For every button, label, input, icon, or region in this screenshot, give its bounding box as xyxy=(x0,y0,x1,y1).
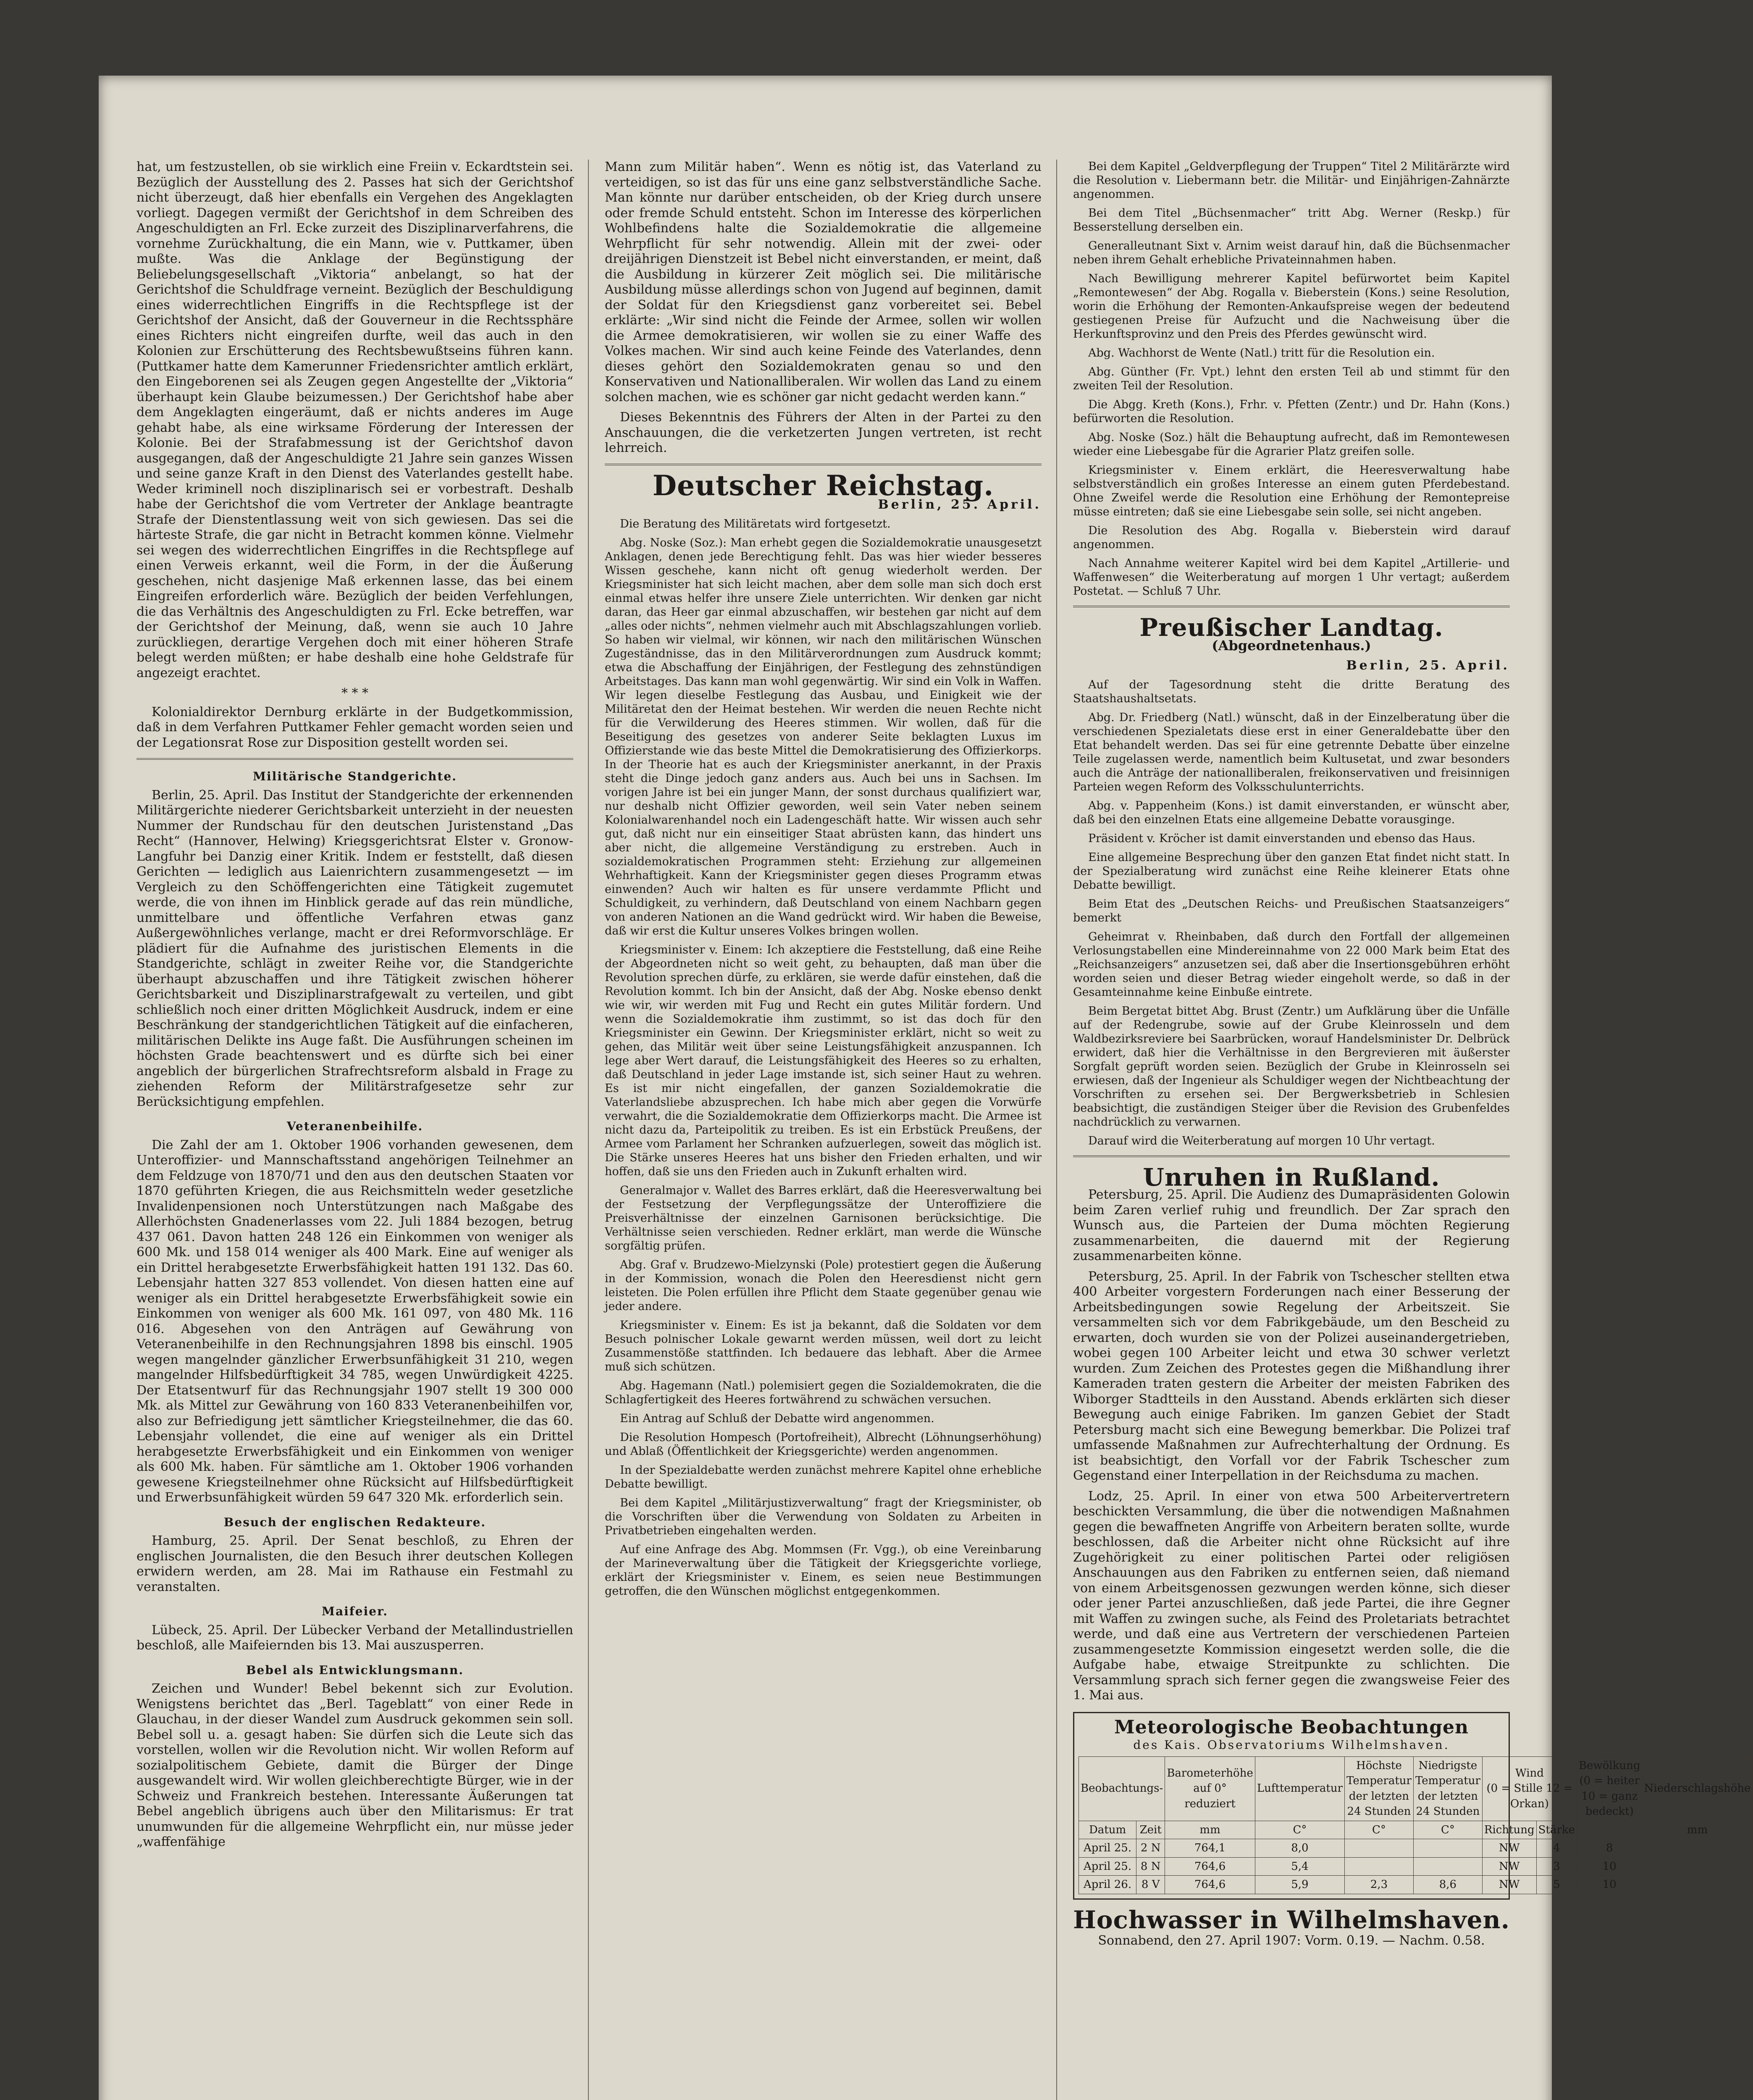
weather-subtitle: des Kais. Observatoriums Wilhelmshaven. xyxy=(1133,1738,1450,1752)
wind-scale: (0 = Stille 12 = Orkan) xyxy=(1486,1782,1573,1810)
separator: * * * xyxy=(341,686,369,701)
article-text: Auf der Tagesordnung steht die dritte Beratung des Staatshaushaltsetats. xyxy=(1073,678,1510,705)
article-text: Kriegsminister v. Einem: Ich akzeptiere die Feststellung, daß eine Reihe der Abgeordneten nicht so weit geht, zu behaupten, daß man über die Revolution sprechen dürfe, zu erklären, sie werde dafür einstehen, daß die Revolution kommt. Ich bin der Ansicht, daß der Abg. Noske ebenso denkt wie wir, wir werden mit Fug und Recht ein gutes Militär fordern. Und wenn die Sozialdemokratie ihm zustimmt, so ist das doch für den Kriegsminister ein Gewinn. Der Kriegsminister erklärt, nicht so weit zu gehen, das Militär weit über seine Leistungsfähigkeit anzuspannen. Ich lege aber Wert darauf, die Leistungsfähigkeit des Heeres so zu erhalten, daß Deutschland in jeder Lage imstande ist, sich seiner Haut zu wehren. Es ist mir nicht eingefallen, der ganzen Sozialdemokratie die Vaterlandsliebe abzusprechen. Ich habe mich aber gegen die Vorwürfe verwahrt, die die Sozialdemokratie dem Offizierkorps macht. Die Armee ist nicht dazu da, Parteipolitik zu treiben. Es ist ein Erbstück Preußens, der Armee vom Parlament her Schranken aufzuerlegen, soweit das möglich ist. Die Stärke unseres Heeres hat uns bisher den Frieden erhalten, und wir hoffen, daß sie uns den Frieden auch in Zukunft erhalten wird. xyxy=(605,943,1042,1178)
article-text: Generalmajor v. Wallet des Barres erklärt, daß die Heeresverwaltung bei der Festsetzung der Verpflegungssätze der Unteroffiziere die Preisverhältnisse der einzelnen Garnisonen berücksichtige. Die Verhältnisse seien verschieden. Redner erklärt, man werde die Wünsche sorgfältig prüfen. xyxy=(605,1184,1042,1252)
article-text: Bei dem Kapitel „Geldverpflegung der Truppen“ Titel 2 Militärärzte wird die Resolution v. Liebermann betr. die Militär- und Einjährigen-Zahnärzte angenommen. xyxy=(1073,160,1510,201)
cell-direction: NW xyxy=(1482,1839,1536,1858)
article-text: Mann zum Militär haben“. Wenn es nötig ist, das Vaterland zu verteidigen, so ist das für uns eine ganz selbstverständliche Sache. Man könnte nur darüber entscheiden, ob der Krieg durch unsere oder fremde Schuld entsteht. Schon im Interesse des körperlichen Wohlbefindens halte die Sozialdemokratie die allgemeine Wehrpflicht für sehr notwendig. Allein mit der zwei- oder dreijährigen Dienstzeit ist Bebel nicht einverstanden, er meint, daß die Ausbildung in kürzerer Zeit möglich sei. Die militärische Ausbildung müsse allerdings schon von Jugend auf beginnen, damit der Soldat für den Kriegsdienst ganz vorbereitet sei. Bebel erklärte: „Wir sind nicht die Feinde der Armee, sollen wir wollen die Armee demokratisieren, wir wollen sie zu einer Waffe des Volkes machen. Wir sind auch keine Feinde des Vaterlandes, denn dieses gehört den Sozialdemokraten genau so und den Konservativen und Nationalliberalen. Wir wollen das Land zu einem solchen machen, wie es schöner gar nicht gedacht werden kann.“ xyxy=(605,160,1042,404)
cloud-scale: (0 = heiter 10 = ganz bedeckt) xyxy=(1579,1774,1640,1818)
article-text: Abg. Hagemann (Natl.) polemisiert gegen die Sozialdemokraten, die die Schlagfertigkeit des Heeres fortwährend zu schwächen versuchen. xyxy=(605,1379,1042,1406)
divider xyxy=(605,464,1042,465)
cell-force: 4 xyxy=(1536,1839,1577,1858)
article-text: Die Zahl der am 1. Oktober 1906 vorhanden gewesenen, dem Unteroffizier- und Mannschaftsstand angehörigen Teilnehmer an dem Feldzuge von 1870/71 und den aus den deutschen Staaten vor 1870 geführten Kriegen, die aus Reichsmitteln weder gesetzliche Invalidenpensionen noch Unterstützungen nach Maßgabe des Allerhöchsten Gnadenerlasses vom 22. Juli 1884 bezogen, betrug 437 061. Davon hatten 248 126 ein Einkommen von weniger als 600 Mk. und 158 014 weniger als 400 Mark. Eine auf weniger als ein Drittel herabgesetzte Erwerbsfähigkeit hatten 191 132. Das 60. Lebensjahr hatten 327 853 vollendet. Von diesen hatten eine auf weniger als ein Drittel herabgesetzte Erwerbsfähigkeit sowie ein Einkommen von weniger als 600 Mk. 161 097, von 480 Mk. 116 016. Abgesehen von den Anträgen auf Gewährung von Veteranenbeihilfe in den Rechnungsjahren 1898 bis einschl. 1905 wegen mangelnder gänzlicher Erwerbsunfähigkeit 31 210, wegen mangelnder Hilfsbedürftigkeit 34 785, wegen Unwürdigkeit 4225. Der Etatsentwurf für das Rechnungsjahr 1907 stellt 19 300 000 Mk. als Mittel zur Gewährung von 160 833 Veteranenbeihilfen vor, also zur Befriedigung jett sämtlicher Kriegsteilnehmer, die das 60. Lebensjahr vollendet, die eine auf weniger als ein Drittel herabgesetzte Erwerbsfähigkeit und ein Einkommen von weniger als 600 Mk. haben. Für sämtliche am 1. Oktober 1906 vorhanden gewesene Kriegsteilnehmer ohne Rücksicht auf Hilfsbedürftigkeit und Erwerbsunfähigkeit würden 59 647 320 Mk. erforderlich sein. xyxy=(136,1137,573,1505)
barometer-header: Barometerhöhe auf 0° reduziert xyxy=(1165,1756,1255,1821)
article-text: Abg. Wachhorst de Wente (Natl.) tritt für die Resolution ein. xyxy=(1088,346,1435,360)
cell-direction: NW xyxy=(1482,1857,1536,1876)
table-row xyxy=(1079,1839,1753,1858)
cell-max xyxy=(1345,1839,1414,1858)
unit-c: C° xyxy=(1255,1821,1344,1839)
cell-force: 5 xyxy=(1536,1876,1577,1894)
cell-direction: NW xyxy=(1482,1876,1536,1894)
article-text: Lübeck, 25. April. Der Lübecker Verband der Metallindustriellen beschloß, alle Maifeiernden bis 13. Mai auszusperren. xyxy=(136,1622,573,1653)
article-text: Die Resolution Hompesch (Portofreiheit), Albrecht (Löhnungserhöhung) und Ablaß (Öffentlichkeit der Kriegsgerichte) werden angenommen. xyxy=(605,1431,1042,1458)
headline: Bebel als Entwicklungsmann. xyxy=(246,1663,464,1677)
cell-temp: 5,4 xyxy=(1255,1857,1344,1876)
dateline: Berlin, 25. April. xyxy=(878,497,1042,512)
article-text: Beim Bergetat bittet Abg. Brust (Zentr.) um Aufklärung über die Unfälle auf der Redengrube, sowie auf der Grube Kleinrosseln und dem Waldbezirksreviere bei Saarbrücken, worauf Handelsminister Dr. Delbrück erwidert, daß hier die Verhältnisse in den Bergrevieren mit äußerster Sorgfalt geprüft worden seien. Bezüglich der Grube in Kleinrosseln sei erwiesen, daß der Ingenieur als Schuldiger wegen der Nichtbeachtung der Vorschriften zu ersehen sei. Der Bergwerksbetrieb in Schlesien beabsichtigt, die zuständigen Steiger über die Revision des Grubenfeldes nachdrücklich zu verwarnen. xyxy=(1073,1004,1510,1129)
article-text: Die Resolution des Abg. Rogalla v. Bieberstein wird darauf angenommen. xyxy=(1073,524,1510,551)
cell-precip xyxy=(1642,1857,1753,1876)
cell-date: April 25. xyxy=(1079,1839,1136,1858)
headline: Veteranenbeihilfe. xyxy=(286,1119,423,1133)
article-text: Abg. Dr. Friedberg (Natl.) wünscht, daß in der Einzelberatung über die verschiedenen Spezialetats diese erst in einer Generaldebatte über den Etat behandelt werden. Das sei für eine getrennte Debatte über einzelne Teile zugelassen werde, namentlich beim Kultusetat, und zwar besonders auch die Anträge der nationalliberalen, freikonservativen und freisinnigen Parteien wegen Reform des Volksschulunterrichts. xyxy=(1073,711,1510,793)
unit-c: C° xyxy=(1413,1821,1482,1839)
cell-cloud: 8 xyxy=(1577,1839,1643,1858)
cell-barometer: 764,6 xyxy=(1165,1876,1255,1894)
article-text: Hamburg, 25. April. Der Senat beschloß, zu Ehren der englischen Journalisten, die den Besuch ihrer deutschen Kollegen erwidern werden, am 28. Mai im Rathause ein Festmahl zu veranstalten. xyxy=(136,1533,573,1594)
headline: Besuch der englischen Redakteure. xyxy=(223,1515,486,1529)
article-text: Darauf wird die Weiterberatung auf morgen 10 Uhr vertagt. xyxy=(1088,1134,1435,1147)
article-text: hat, um festzustellen, ob sie wirklich eine Freiin v. Eckardtstein sei. Bezüglich der Ausstellung des 2. Passes hat sich der Gerichtshof nicht überzeugt, daß hier ebenfalls ein Vergehen des Angeklagten vorliegt. Dagegen vermißt der Gerichtshof in dem Schreiben des Angeschuldigten an Frl. Ecke zurzeit des Disziplinarverfahrens, die vornehme Zurückhaltung, die ein Mann, wie v. Puttkamer, üben mußte. Was die Anklage der Begünstigung der Beliebelungsgesellschaft „Viktoria“ anbelangt, so hat der Gerichtshof die Schuldfrage verneint. Bezüglich der Beschuldigung eines widerrechtlichen Eingriffs in die Rechtspflege ist der Gerichtshof der Ansicht, daß der Gouverneur in die Rechtssphäre eines Richters nicht eingreifen durfte, weil das auch in den Kolonien zur Erschütterung des Rechtsbewußtseins führen kann. (Puttkamer hatte dem Kamerunner Friedensrichter amtlich erklärt, den Eingeborenen sei als Zeugen gegen Angestellte der „Viktoria“ überhaupt kein Glaube beizumessen.) Der Gerichtshof habe aber dem Angeklagten eingeräumt, daß er nichts anderes im Auge gehabt habe, als eine wirksame Förderung der Interessen der Kolonie. Bei der Strafabmessung ist der Gerichtshof davon ausgegangen, daß der Angeschuldigte 21 Jahre sein ganzes Wissen und seine ganze Kraft in den Dienst des Vaterlandes gestellt habe. Weder kriminell noch disziplinarisch sei er vorbestraft. Deshalb habe der Gerichtshof die vom Vertreter der Anklage beantragte Strafe der Dienstentlassung weit von sich gewiesen. Das sei die härteste Strafe, die gar nicht in Betracht kommen könne. Vielmehr sei wegen des widerrechtlichen Eingriffes in die Rechtspflege auf einen Verweis erkannt, weil die Form, in der die Äußerung geschehen, nicht dasjenige Maß erkennen lasse, das bei einem Eingreifen erforderlich wäre. Bezüglich der beiden Verfehlungen, die das Verhältnis des Angeschuldigten zu Frl. Ecke betreffen, war der Gerichtshof der Meinung, daß, wenn sie auch 10 Jahre zurückliegen, derartige Vergehen doch mit einer höheren Strafe belegt werden müßten; er habe deshalb eine hohe Geldstrafe für angezeigt erachtet. xyxy=(136,160,573,680)
min-temp-header: Niedrigste Temperatur der letzten 24 Stunden xyxy=(1413,1756,1482,1821)
section-title: Deutscher Reichstag. xyxy=(652,469,994,502)
divider xyxy=(1073,606,1510,607)
article-text: Beim Etat des „Deutschen Reichs- und Preußischen Staatsanzeigers“ bemerkt xyxy=(1073,897,1510,924)
temperature-header: Lufttemperatur xyxy=(1255,1756,1344,1821)
article-text: Kriegsminister v. Einem erklärt, die Heeresverwaltung habe selbstverständlich ein großes Interesse an einem guten Pferdebestand. Ohne Zweifel werde die Resolution eine Erhöhung der Remontepreise müsse eintreten; daß sie eine Liebesgabe sein solle, sei nicht angeben. xyxy=(1073,464,1510,518)
article-text: Nach Bewilligung mehrerer Kapitel befürwortet beim Kapitel „Remontewesen“ der Abg. Rogalla v. Bieberstein (Kons.) seine Resolution, worin die Erhöhung der Remonten-Ankaufspreise wegen der bedeutend gestiegenen Preise für Aufzucht und die Nachweisung über die Herkunftsprovinz und den Preis des Pferdes gewünscht wird. xyxy=(1073,272,1510,341)
unit-mm: mm xyxy=(1642,1821,1753,1839)
article-text: Die Abgg. Kreth (Kons.), Frhr. v. Pfetten (Zentr.) und Dr. Hahn (Kons.) befürworten die Resolution. xyxy=(1073,398,1510,425)
direction-header: Richtung xyxy=(1482,1821,1536,1839)
tide-times: Sonnabend, den 27. April 1907: Vorm. 0.19. — Nachm. 0.58. xyxy=(1098,1933,1485,1948)
article-text: Dieses Bekenntnis des Führers der Alten in der Partei zu den Anschauungen, die die verketzerten Jungen vertreten, ist recht lehrreich. xyxy=(605,410,1042,455)
date-header: Datum xyxy=(1079,1821,1136,1839)
cell-cloud: 10 xyxy=(1577,1857,1643,1876)
cell-min: 8,6 xyxy=(1413,1876,1482,1894)
time-header: Zeit xyxy=(1136,1821,1165,1839)
cell-temp: 5,9 xyxy=(1255,1876,1344,1894)
column-1 xyxy=(136,160,573,1855)
tide-title: Hochwasser in Wilhelmshaven. xyxy=(1073,1905,1510,1934)
cell-temp: 8,0 xyxy=(1255,1839,1344,1858)
article-text: Bei dem Kapitel „Militärjustizverwaltung“ fragt der Kriegsminister, ob die Vorschriften über die Verwendung von Soldaten zu Arbeiten in Privatbetrieben eingehalten werden. xyxy=(605,1496,1042,1537)
article-text: Petersburg, 25. April. Die Audienz des Dumapräsidenten Golowin beim Zaren verlief ruhig und freundlich. Der Zar sprach den Wunsch aus, die Parteien der Duma möchten Regierung zusammenarbeiten, die dauernd mit der Regierung zusammenarbeiten könne. xyxy=(1073,1187,1510,1263)
cloud-header xyxy=(1577,1756,1643,1821)
cloud-label: Bewölkung xyxy=(1579,1759,1640,1772)
cell-min xyxy=(1413,1839,1482,1858)
divider xyxy=(136,758,573,760)
max-temp-header: Höchste Temperatur der letzten 24 Stunden xyxy=(1345,1756,1414,1821)
weather-box xyxy=(1073,1712,1751,1900)
column-3 xyxy=(1073,160,1751,1949)
section-title: Unruhen in Rußland. xyxy=(1143,1163,1440,1192)
dateline: Berlin, 25. April. xyxy=(1346,658,1510,673)
table-row xyxy=(1079,1857,1753,1876)
cell-force: 3 xyxy=(1536,1857,1577,1876)
headline: Militärische Standgerichte. xyxy=(252,769,457,783)
cell-barometer: 764,6 xyxy=(1165,1857,1255,1876)
article-text: Petersburg, 25. April. In der Fabrik von Tschescher stellten etwa 400 Arbeiter vorgestern Forderungen nach einer Besserung der Arbeitsbedingungen sowie Regelung der Arbeitszeit. Sie versammelten sich vor dem Fabrikgebäude, um den Bescheid zu erwarten, doch wurden sie von der Polizei auseinandergetrieben, wobei gegen 100 Arbeiter leicht und etwa 30 schwer verletzt wurden. Zum Zeichen des Protestes gegen die Mißhandlung ihrer Kameraden traten gestern die Arbeiter der meisten Fabriken des Wiborger Stadtteils in den Ausstand. Abends erklärten sich dieser Bewegung auch einige Fabriken. Im ganzen Gebiet der Stadt Petersburg macht sich eine Bewegung bemerkbar. Die Polizei traf umfassende Maßnahmen zur Aufrechterhaltung der Ordnung. Es ist beabsichtigt, den Vorfall vor der Fabrik Tschescher zum Gegenstand einer Interpellation in der Reichsduma zu machen. xyxy=(1073,1269,1510,1483)
precip-header: Niederschlagshöhe xyxy=(1642,1756,1753,1821)
cell-max xyxy=(1345,1857,1414,1876)
cell-time: 2 N xyxy=(1136,1839,1165,1858)
article-text: Bei dem Titel „Büchsenmacher“ tritt Abg. Werner (Reskp.) für Besserstellung derselben ein. xyxy=(1073,207,1510,234)
article-text: Abg. Noske (Soz.): Man erhebt gegen die Sozialdemokratie unausgesetzt Anklagen, denen jede Berechtigung fehlt. Das was hier wieder besseres Wissen geschehe, kann nicht oft genug wiederholt werden. Der Kriegsminister hat sich leicht machen, aber dem solle man sich doch erst einmal etwas helfer ihre unsere Ziele unterrichten. Wir denken gar nicht daran, das Heer gar einmal abzuschaffen, wir bestehen gar nicht auf dem „alles oder nichts“, nehmen vielmehr auch mit Abschlagszahlungen vorlieb. So haben wir vielmal, wir können, wir nach den militärischen Wünschen Zugeständnisse, das in den Militärverordnungen zum Ausdruck kommt; etwa die Abschaffung der Einjährigen, der Festlegung des zehnstündigen Arbeitstages. Das kann man wohl gegenwärtig. Wir sind ein Volk in Waffen. Wir legen dieselbe Festlegung das Ausbau, und Einigkeit wie der Militäretat den der Heimat bestehen. Wir werden die neuen Rechte nicht für die Verwilderung des Heeres stimmen. Wir wollen, daß für die Beseitigung des gesetzes von anderer Seite beklagten Luxus im Offizierstande wie das beste Mittel die Demokratisierung des Offizierkorps. In der Theorie hat es auch der Kriegsminister anerkannt, in der Praxis steht die Dinge jedoch ganz anders aus. Auch bei uns in Sachsen. Im vorigen Jahre ist bei ein junger Mann, der sonst durchaus qualifiziert war, nur deshalb nicht Offizier geworden, weil sein Vater neben seinem Kolonialwarenhandel noch ein Ladengeschäft hatte. Wir wissen auch sehr gut, daß nicht nur ein einseitiger Staat abrüsten kann, das hindert uns aber nicht, die allgemeine Verständigung zu erstreben. Auch in sozialdemokratischen Programmen steht: Erziehung zur allgemeinen Wehrhaftigkeit. Kann der Kriegsminister gegen dieses Programm etwas einwenden? Auch wir halten es für unsere verdammte Pflicht und Schuldigkeit, zu verhindern, daß Deutschland von einem Nachbarn gegen von anderen Nationen an die Wand gedrückt wird. Wir haben die Beweise, daß wir erst die Kultur unseres Volkes bringen wollen. xyxy=(605,536,1042,937)
cell-barometer: 764,1 xyxy=(1165,1839,1255,1858)
article-text: Nach Annahme weiterer Kapitel wird bei dem Kapitel „Artillerie- und Waffenwesen“ die Weiterberatung auf morgen 1 Uhr vertagt; außerdem Postetat. — Schluß 7 Uhr. xyxy=(1073,557,1510,598)
article-text: Abg. Günther (Fr. Vpt.) lehnt den ersten Teil ab und stimmt für den zweiten Teil der Resolution. xyxy=(1073,365,1510,392)
cell-time: 8 V xyxy=(1136,1876,1165,1894)
force-header: Stärke xyxy=(1536,1821,1577,1839)
article-text: Zeichen und Wunder! Bebel bekennt sich zur Evolution. Wenigstens berichtet das „Berl. Tageblatt“ von einer Rede in Glauchau, in der dieser Wandel zum Ausdruck gekommen sein soll. Bebel soll u. a. gesagt haben: Sie dürfen sich die Leute sich das vorstellen, wollen wir die Revolution nicht. Wir wollen Reform auf sozialpolitischem Gebiete, damit die Bürger der Dinge ausgewandelt wird. Wir wollen gleichberechtigte Bürger, wie in der Schweiz und Frankreich bestehen. Interessante Äußerungen tat Bebel angeblich übrigens auch über den Militarismus: Er trat unumwunden für die allgemeine Wehrpflicht ein, nur müsse jeder „waffenfähige xyxy=(136,1681,573,1849)
section-subtitle: (Abgeordnetenhaus.) xyxy=(1212,637,1371,654)
article-text: Abg. v. Pappenheim (Kons.) ist damit einverstanden, er wünscht aber, daß bei den einzelnen Etats eine allgemeine Debatte vorausginge. xyxy=(1073,799,1510,826)
article-text: Abg. Graf v. Brudzewo-Mielzynski (Pole) protestiert gegen die Äußerung in der Kommission, wonach die Polen den Heeresdienst nicht gern leisteten. Die Polen erfüllen ihre Pflicht dem Staate gegenüber genau wie jeder andere. xyxy=(605,1258,1042,1313)
cell-min xyxy=(1413,1857,1482,1876)
headline: Maifeier. xyxy=(321,1604,388,1618)
cell-max: 2,3 xyxy=(1345,1876,1414,1894)
wind-header xyxy=(1482,1756,1577,1821)
article-text: Geheimrat v. Rheinbaben, daß durch den Fortfall der allgemeinen Verlosungstabellen eine Mindereinnahme von 22 000 Mark beim Etat des „Reichsanzeigers“ anzusetzen sei, daß aber die Insertionsgebühren erhöht worden seien und dieser Betrag wieder eingeholt werde, so daß in der Gesamteinnahme keine Einbuße eintrete. xyxy=(1073,930,1510,999)
empty-cell xyxy=(1577,1821,1643,1839)
article-text: Lodz, 25. April. In einer von etwa 500 Arbeitervertretern beschickten Versammlung, die über die notwendigen Maßnahmen gegen die bewaffneten Angriffe von Arbeitern beraten sollte, wurde beschlossen, daß die Arbeiter nicht ohne Rücksicht auf ihre Zugehörigkeit zu einer politischen Partei oder religiösen Anschauungen aus den Fabriken zu entfernen seien, daß niemand von einem Arbeitsgenossen gezwungen werden könne, sich dieser oder jener Partei anzuschließen, daß jede Partei, die ihre Gegner mit Waffen zu zwingen suche, als Feind des Proletariats betrachtet werde, und daß eine aus Vertretern der verschiedenen Parteien zusammengesetzte Kommission eingesetzt werden solle, die die Aufgabe habe, etwaige Streitpunkte zu schlichten. Die Versammlung sprach sich ferner gegen die zwangsweise Feier des 1. Mai aus. xyxy=(1073,1488,1510,1703)
cell-date: April 26. xyxy=(1079,1876,1136,1894)
article-text: Kriegsminister v. Einem: Es ist ja bekannt, daß die Soldaten vor dem Besuch polnischer Lokale gewarnt werden müssen, weil dort zu leicht Zusammenstöße stattfinden. Ich bedauere das lebhaft. Aber die Armee muß sich schützen. xyxy=(605,1318,1042,1373)
article-text: Berlin, 25. April. Das Institut der Standgerichte der erkennenden Militärgerichte niederer Gerichtsbarkeit unterzieht in der neuesten Nummer der Rundschau für den deutschen Juristenstand „Das Recht“ (Hannover, Helwing) Kriegsgerichtsrat Elster v. Gronow-Langfuhr bei Danzig einer Kritik. Indem er feststellt, daß diesen Gerichten — lediglich aus Laienrichtern zusammengesetzt — im Vergleich zu den Schöffengerichten eine Tätigkeit zugemutet werde, die von ihnen im Hinblick gerade auf das rein mündliche, unmittelbare und öffentliche Verfahren etwas ganz Außergewöhnliches verlange, macht er drei Reformvorschläge. Er plädiert für die Aufnahme des juristischen Elements in die Standgerichte, schlägt in zweiter Reihe vor, die Standgerichte überhaupt abzuschaffen und ihre Tätigkeit zwischen höherer Gerichtsbarkeit und Disziplinarstrafgewalt zu verteilen, und gibt schließlich noch einer dritten Möglichkeit Ausdruck, indem er eine Beschränkung der standgerichtlichen Tätigkeit auf die einfacheren, militärischen Delikte ins Auge faßt. Die Ausführungen scheinen im höchsten Grade beachtenswert und es dürfte sich bei einer angeblich der bürgerlichen Strafrechtsreform alsbald in Frage zu ziehenden Reform der Militärstrafgesetze sehr zur Berücksichtigung empfehlen. xyxy=(136,788,573,1109)
article-text: Abg. Noske (Soz.) hält die Behauptung aufrecht, daß im Remontewesen wieder eine Liebesgabe für die Agrarier Platz greifen solle. xyxy=(1073,431,1510,458)
newspaper-page xyxy=(99,76,1751,2100)
article-text: Eine allgemeine Besprechung über den ganzen Etat findet nicht statt. In der Spezialberatung wird zunächst eine Reihe kleinerer Etats ohne Debatte bewilligt. xyxy=(1073,850,1510,892)
weather-table xyxy=(1079,1756,1753,1894)
article-text: Auf eine Anfrage des Abg. Mommsen (Fr. Vgg.), ob eine Vereinbarung der Marineverwaltung über die Tätigkeit der Kriegsgerichte vorliege, erklärt der Kriegsminister v. Einem, es seien neue Bestimmungen getroffen, die den Wünschen möglichst entgegenkommen. xyxy=(605,1543,1042,1598)
article-text: Präsident v. Kröcher ist damit einverstanden und ebenso das Haus. xyxy=(1088,832,1476,845)
article-text: Die Beratung des Militäretats wird fortgesetzt. xyxy=(620,517,891,530)
article-text: Generalleutnant Sixt v. Arnim weist darauf hin, daß die Büchsenmacher neben ihrem Gehalt erhebliche Privateinnahmen haben. xyxy=(1073,239,1510,266)
unit-mm: mm xyxy=(1165,1821,1255,1839)
observation-header: Beobachtungs- xyxy=(1079,1756,1165,1821)
table-row xyxy=(1079,1876,1753,1894)
unit-c: C° xyxy=(1345,1821,1414,1839)
wind-label: Wind xyxy=(1515,1767,1544,1780)
cell-cloud: 10 xyxy=(1577,1876,1643,1894)
cell-date: April 25. xyxy=(1079,1857,1136,1876)
cell-time: 8 N xyxy=(1136,1857,1165,1876)
weather-title: Meteorologische Beobachtungen xyxy=(1114,1716,1469,1738)
cell-precip xyxy=(1642,1839,1753,1858)
article-text: Ein Antrag auf Schluß der Debatte wird angenommen. xyxy=(620,1412,934,1425)
divider xyxy=(1073,1155,1510,1157)
cell-precip xyxy=(1642,1876,1753,1894)
article-text: In der Spezialdebatte werden zunächst mehrere Kapitel ohne erhebliche Debatte bewilligt. xyxy=(605,1463,1042,1491)
column-2 xyxy=(605,160,1042,1603)
section-title: Preußischer Landtag. xyxy=(1139,613,1443,642)
article-text: Kolonialdirektor Dernburg erklärte in der Budgetkommission, daß in dem Verfahren Puttkamer Fehler gemacht worden seien und der Legationsrat Rose zur Disposition gestellt worden sei. xyxy=(136,704,573,750)
column-rule xyxy=(588,160,589,2100)
column-rule xyxy=(1056,160,1057,2100)
